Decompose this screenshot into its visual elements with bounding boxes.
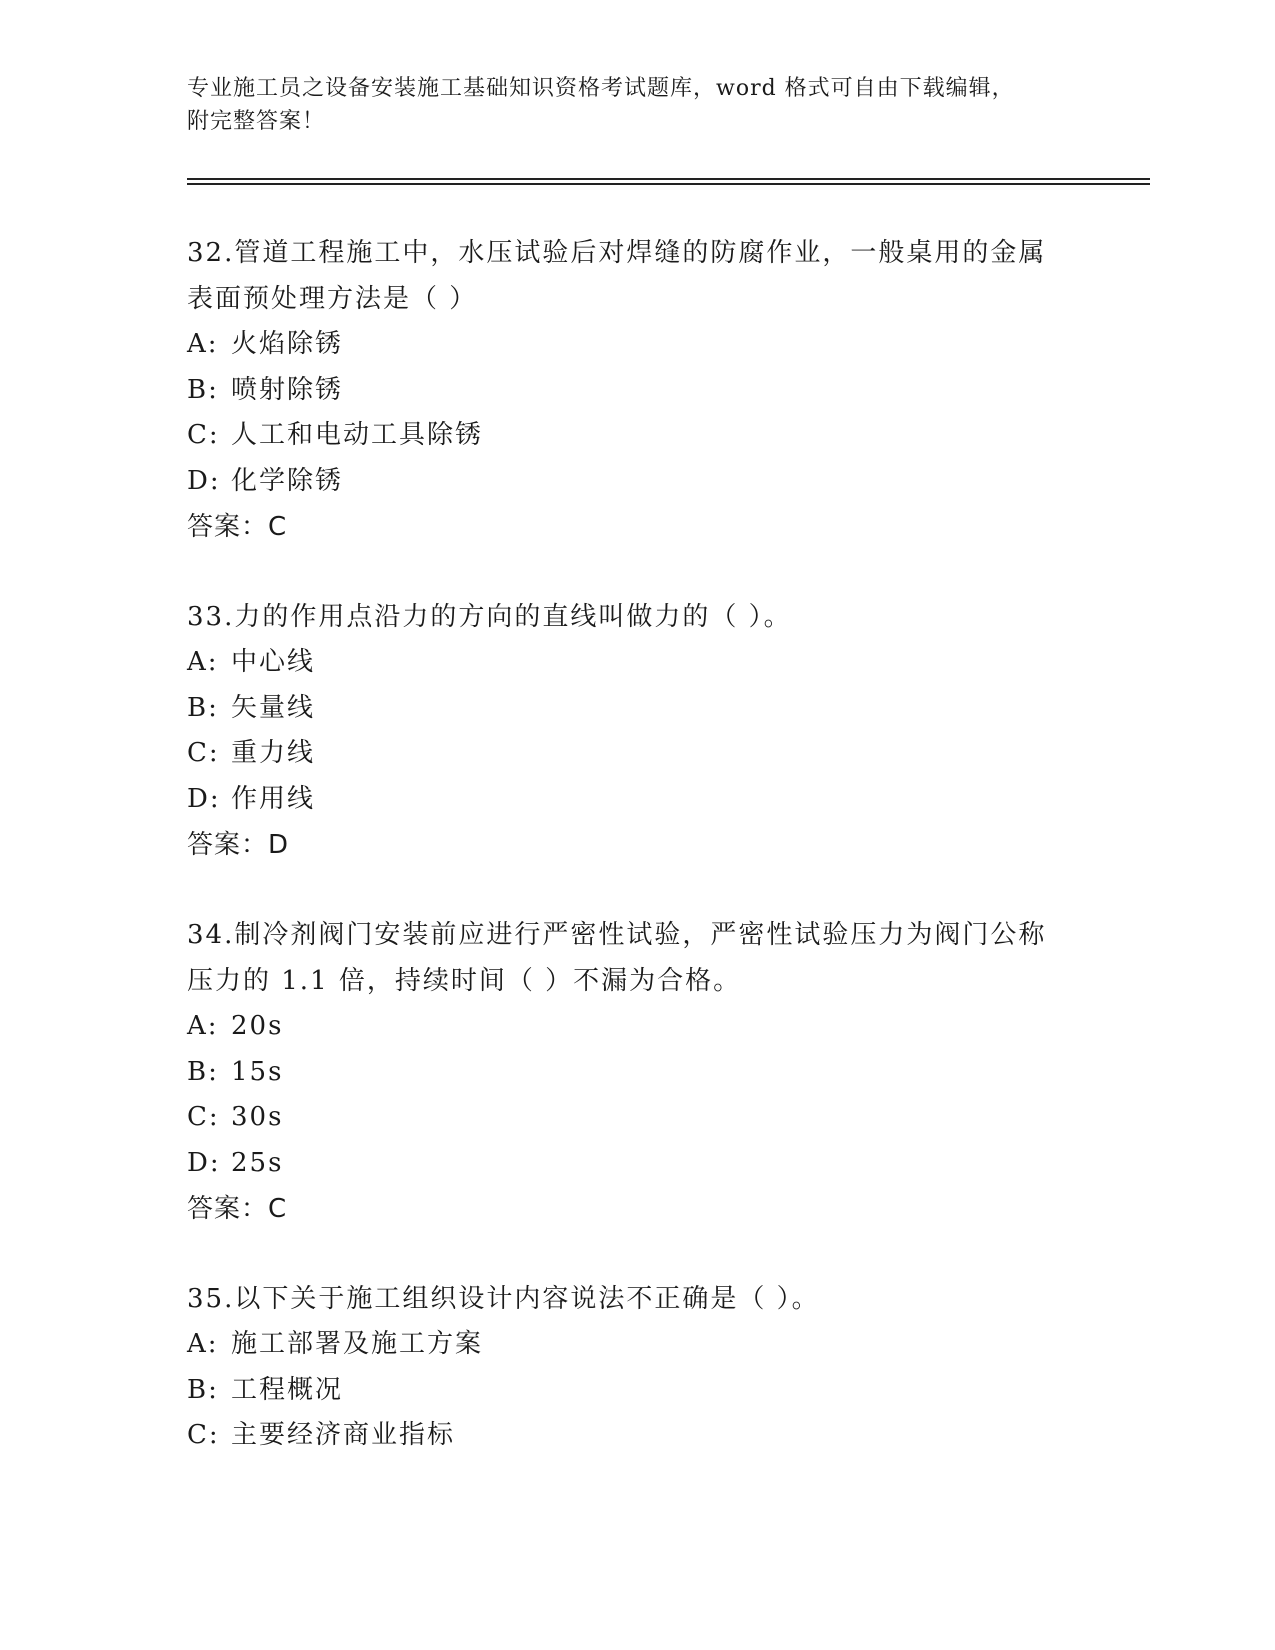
option-letter: C: bbox=[187, 738, 220, 768]
question-list bbox=[187, 230, 1087, 1503]
option-letter: C: bbox=[187, 1420, 220, 1450]
option-d bbox=[187, 1141, 1087, 1187]
option-b bbox=[187, 368, 1087, 414]
option-letter: A: bbox=[187, 647, 219, 677]
option-text: 矢量线 bbox=[231, 692, 316, 723]
option-text: 工程概况 bbox=[231, 1374, 344, 1405]
answer-line: 答案：D bbox=[187, 830, 290, 860]
option-text: 人工和电动工具除锈 bbox=[231, 420, 484, 450]
option-text: 化学除锈 bbox=[231, 465, 344, 496]
question-33 bbox=[187, 594, 1087, 868]
option-b bbox=[187, 686, 1087, 732]
option-letter: A: bbox=[187, 329, 219, 359]
option-a bbox=[187, 322, 1087, 368]
option-a bbox=[187, 1004, 1087, 1050]
document-header bbox=[187, 72, 1087, 138]
option-c bbox=[187, 731, 1087, 777]
option-b bbox=[187, 1050, 1087, 1096]
option-text: 中心线 bbox=[231, 647, 316, 677]
option-a bbox=[187, 640, 1087, 686]
option-text: 喷射除锈 bbox=[231, 374, 344, 405]
option-text: 30s bbox=[231, 1102, 284, 1132]
option-c bbox=[187, 1413, 1087, 1459]
option-letter: A: bbox=[187, 1011, 219, 1041]
header-divider-top bbox=[187, 178, 1150, 180]
question-32 bbox=[187, 230, 1087, 550]
option-text: 重力线 bbox=[231, 738, 316, 768]
answer-line: 答案：C bbox=[187, 1194, 288, 1224]
question-stem-continued: 压力的 1.1 倍，持续时间（ ）不漏为合格。 bbox=[187, 966, 742, 996]
option-b bbox=[187, 1368, 1087, 1414]
question-stem: 32.管道工程施工中，水压试验后对焊缝的防腐作业，一般桌用的金属 bbox=[187, 238, 1047, 268]
option-c bbox=[187, 413, 1087, 459]
option-c bbox=[187, 1095, 1087, 1141]
option-d bbox=[187, 777, 1087, 823]
question-stem-continued: 表面预处理方法是（ ） bbox=[187, 284, 478, 314]
option-letter: B: bbox=[187, 374, 219, 405]
option-d bbox=[187, 459, 1087, 505]
option-text: 火焰除锈 bbox=[231, 329, 344, 359]
option-text: 施工部署及施工方案 bbox=[231, 1329, 484, 1359]
option-text: 作用线 bbox=[231, 783, 316, 814]
header-divider-bottom bbox=[187, 183, 1150, 185]
option-text: 主要经济商业指标 bbox=[231, 1420, 456, 1450]
option-letter: A: bbox=[187, 1329, 219, 1359]
question-35 bbox=[187, 1276, 1087, 1459]
header-line-1: 专业施工员之设备安装施工基础知识资格考试题库，word 格式可自由下载编辑， bbox=[187, 76, 1015, 101]
option-letter: C: bbox=[187, 420, 220, 450]
option-text: 25s bbox=[231, 1147, 284, 1178]
question-stem: 33.力的作用点沿力的方向的直线叫做力的（ ）。 bbox=[187, 602, 792, 632]
question-stem: 34.制冷剂阀门安装前应进行严密性试验，严密性试验压力为阀门公称 bbox=[187, 920, 1047, 950]
option-a bbox=[187, 1322, 1087, 1368]
question-34 bbox=[187, 912, 1087, 1232]
option-text: 20s bbox=[231, 1011, 284, 1041]
option-letter: B: bbox=[187, 1056, 219, 1087]
answer-line: 答案：C bbox=[187, 512, 288, 542]
option-letter: D: bbox=[187, 465, 221, 496]
option-letter: D: bbox=[187, 783, 221, 814]
header-line-2: 附完整答案！ bbox=[187, 109, 326, 134]
option-letter: D: bbox=[187, 1147, 221, 1178]
option-letter: B: bbox=[187, 692, 219, 723]
option-letter: C: bbox=[187, 1102, 220, 1132]
option-letter: B: bbox=[187, 1374, 219, 1405]
option-text: 15s bbox=[231, 1056, 284, 1087]
question-stem: 35.以下关于施工组织设计内容说法不正确是（ ）。 bbox=[187, 1284, 820, 1314]
